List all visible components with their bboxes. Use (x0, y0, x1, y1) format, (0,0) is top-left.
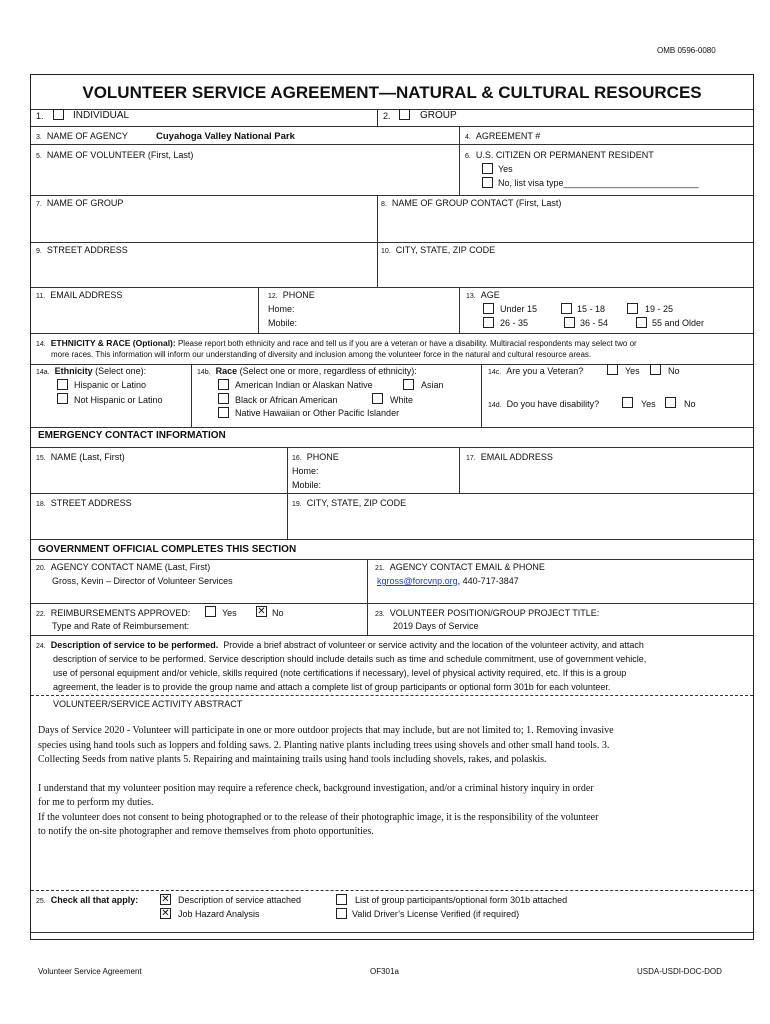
emergency-home-label: Home: (292, 466, 319, 476)
agency-contact-phone-value: , 440-717-3847 (457, 576, 519, 586)
race-black-label: Black or African American (235, 395, 338, 405)
field-25-number: 25. (36, 898, 46, 905)
job-hazard-checkbox-checked[interactable]: ✕ (161, 908, 170, 919)
emergency-email-label: EMAIL ADDRESS (480, 452, 553, 462)
city-label: CITY, STATE, ZIP CODE (395, 245, 496, 255)
check-all-label: Check all that apply: (50, 895, 139, 905)
description-title: Description of service to be performed. (50, 640, 219, 650)
race-american-indian-checkbox[interactable] (218, 379, 229, 390)
phone-label: PHONE (282, 290, 315, 300)
field-18-number: 18. (36, 501, 46, 508)
reimbursements-no-label: No (272, 608, 284, 618)
form-title: VOLUNTEER SERVICE AGREEMENT—NATURAL & CULTURAL RESOURCES (82, 83, 702, 102)
field-10-number: 10. (381, 248, 391, 255)
agreement-label: AGREEMENT # (475, 131, 541, 141)
citizen-no-label: No, list visa type___________________________ (498, 178, 699, 188)
field-22-number: 22. (36, 611, 46, 618)
field-23-number: 23. (375, 611, 385, 618)
group-label: GROUP (420, 110, 457, 121)
field-1-number: 1. (36, 111, 44, 121)
field-14d-number: 14d. (488, 402, 502, 409)
volunteer-name-label: NAME OF VOLUNTEER (First, Last) (46, 150, 194, 160)
footer-center: OF301a (370, 967, 399, 976)
ethnicity-label: Ethnicity (54, 366, 93, 376)
age-under15-label: Under 15 (500, 304, 538, 314)
reimbursements-yes-checkbox[interactable] (205, 606, 216, 617)
age-label: AGE (480, 290, 500, 300)
field-4-number: 4. (465, 134, 471, 141)
race-black-checkbox[interactable] (218, 393, 229, 404)
description-line4: agreement, the leader is to provide the group name and attach a complete list of group participants or optional form 301b for each volunteer. (53, 682, 611, 692)
field-21-number: 21. (375, 565, 385, 572)
group-list-checkbox[interactable] (336, 894, 347, 905)
field-3-number: 3. (36, 134, 42, 141)
job-hazard-label: Job Hazard Analysis (178, 909, 260, 919)
age-19-25-label: 19 - 25 (645, 304, 674, 314)
footer-left: Volunteer Service Agreement (38, 967, 142, 976)
background-check-line1: I understand that my volunteer position may require a reference check, background investigation, and/or a criminal history inquiry in order (38, 782, 594, 794)
field-15-number: 15. (36, 455, 46, 462)
race-pacific-islander-label: Native Hawaiian or Other Pacific Islander (235, 408, 400, 418)
emergency-street-label: STREET ADDRESS (50, 498, 132, 508)
group-checkbox[interactable] (399, 109, 410, 120)
phone-home-label: Home: (268, 304, 295, 314)
description-attached-label: Description of service attached (178, 895, 302, 905)
disability-no-label: No (684, 399, 696, 409)
age-36-54-checkbox[interactable] (564, 317, 575, 328)
emergency-mobile-label: Mobile: (292, 480, 322, 490)
age-26-35-checkbox[interactable] (483, 317, 494, 328)
race-white-checkbox[interactable] (372, 393, 383, 404)
not-hispanic-label: Not Hispanic or Latino (74, 395, 163, 405)
field-17-number: 17. (466, 455, 476, 462)
hispanic-checkbox[interactable] (57, 379, 68, 390)
field-14b-number: 14b. (197, 369, 211, 376)
position-title-value[interactable]: 2019 Days of Service (393, 621, 479, 631)
ethnicity-intro-line1: Please report both ethnicity and race and tell us if you are a veteran or have a disability. Multiracial respondents may select two or (177, 339, 637, 348)
field-19-number: 19. (292, 501, 302, 508)
citizen-yes-label: Yes (498, 164, 513, 174)
race-select-note: (Select one or more, regardless of ethnicity): (239, 366, 417, 376)
field-11-number: 11. (36, 293, 46, 300)
reimbursements-no-checkbox-checked[interactable]: ✕ (257, 606, 266, 617)
emergency-phone-label: PHONE (306, 452, 339, 462)
description-line2: description of service to be performed. Service description should include details such as time and schedule commitment, use of government vehicle, (53, 654, 647, 664)
field-6-number: 6. (465, 153, 471, 160)
group-name-label: NAME OF GROUP (46, 198, 124, 208)
disability-yes-checkbox[interactable] (622, 397, 633, 408)
agency-contact-email-link[interactable]: kgross@forcvnp.org (377, 576, 458, 586)
veteran-question: Are you a Veteran? (506, 366, 584, 376)
race-american-indian-label: American Indian or Alaskan Native (235, 380, 373, 390)
emergency-city-label: CITY, STATE, ZIP CODE (306, 498, 407, 508)
description-attached-checkbox-checked[interactable]: ✕ (161, 894, 170, 905)
age-under15-checkbox[interactable] (483, 303, 494, 314)
agency-contact-name-value[interactable]: Gross, Kevin – Director of Volunteer Services (52, 576, 233, 586)
field-14c-number: 14c. (488, 369, 502, 376)
field-13-number: 13. (466, 293, 476, 300)
reimbursements-label: REIMBURSEMENTS APPROVED: (50, 608, 191, 618)
veteran-yes-checkbox[interactable] (607, 364, 618, 375)
citizen-yes-checkbox[interactable] (482, 163, 493, 174)
disability-question: Do you have disability? (506, 399, 600, 409)
ethnicity-intro-line2: more races. This information will inform our understanding of diversity and inclusion among the volunteer force in the natural and cultural resource areas. (51, 350, 592, 359)
veteran-yes-label: Yes (625, 366, 640, 376)
hispanic-label: Hispanic or Latino (74, 380, 147, 390)
field-24-number: 24. (36, 643, 46, 650)
age-19-25-checkbox[interactable] (627, 303, 638, 314)
field-5-number: 5. (36, 153, 42, 160)
description-line1: Provide a brief abstract of volunteer or service activity and the location of the volunteer activity, and attach (223, 640, 644, 650)
emergency-name-label: NAME (Last, First) (50, 452, 125, 462)
omb-number: OMB 0596-0080 (657, 46, 716, 55)
agency-value[interactable]: Cuyahoga Valley National Park (156, 131, 295, 142)
background-check-line2: for me to perform my duties. (38, 797, 154, 808)
race-pacific-islander-checkbox[interactable] (218, 407, 229, 418)
field-7-number: 7. (36, 201, 42, 208)
field-2-number: 2. (383, 111, 391, 121)
race-asian-label: Asian (421, 380, 444, 390)
age-15-18-checkbox[interactable] (561, 303, 572, 314)
age-55-older-label: 55 and Older (652, 318, 705, 328)
field-14a-number: 14a. (36, 369, 50, 376)
group-contact-label: NAME OF GROUP CONTACT (First, Last) (391, 198, 562, 208)
abstract-line2: species using hand tools such as loppers and folding saws. 2. Planting native plants including trees using shovels and other small hand tools. 3. (38, 739, 610, 751)
age-26-35-label: 26 - 35 (500, 318, 529, 328)
age-55-older-checkbox[interactable] (636, 317, 647, 328)
field-14-number: 14. (36, 341, 46, 348)
not-hispanic-checkbox[interactable] (57, 393, 68, 404)
abstract-line3: Collecting Seeds from native plants 5. Repairing and maintaining trails using hand tools including shovels, rakes, and polaskis. (38, 754, 547, 765)
citizen-label: U.S. CITIZEN OR PERMANENT RESIDENT (475, 150, 654, 160)
drivers-license-checkbox[interactable] (336, 908, 347, 919)
reimbursements-yes-label: Yes (222, 608, 237, 618)
description-line3: use of personal equipment and/or vehicle, skills required (note certifications if necessary), level of physical activity required, etc. If this is a group (53, 668, 627, 678)
race-white-label: White (390, 395, 414, 405)
photo-consent-line2: to notify the on-site photographer and remove themselves from photo opportunities. (38, 826, 374, 837)
group-list-label: List of group participants/optional form 301b attached (355, 895, 568, 905)
abstract-line1: Days of Service 2020 - Volunteer will participate in one or more outdoor projects that may include, but are not limited to; 1. Removing invasive (38, 725, 614, 736)
age-15-18-label: 15 - 18 (577, 304, 606, 314)
ethnicity-race-title: ETHNICITY & RACE (Optional): (50, 338, 176, 348)
field-20-number: 20. (36, 565, 46, 572)
veteran-no-checkbox[interactable] (650, 364, 661, 375)
disability-no-checkbox[interactable] (665, 397, 676, 408)
citizen-no-checkbox[interactable] (482, 177, 493, 188)
government-section-header: GOVERNMENT OFFICIAL COMPLETES THIS SECTION (38, 544, 297, 555)
field-12-number: 12. (268, 293, 278, 300)
ethnicity-select-note: (Select one): (95, 366, 147, 376)
age-36-54-label: 36 - 54 (580, 318, 609, 328)
race-label: Race (215, 366, 238, 376)
individual-checkbox[interactable] (53, 109, 64, 120)
individual-label: INDIVIDUAL (73, 110, 130, 121)
agency-contact-email-label: AGENCY CONTACT EMAIL & PHONE (389, 562, 545, 572)
street-label: STREET ADDRESS (46, 245, 128, 255)
reimbursement-type-label: Type and Rate of Reimbursement: (52, 621, 190, 631)
field-16-number: 16. (292, 455, 302, 462)
race-asian-checkbox[interactable] (403, 379, 414, 390)
field-9-number: 9. (36, 248, 42, 255)
service-abstract[interactable] (38, 724, 750, 840)
agency-contact-name-label: AGENCY CONTACT NAME (Last, First) (50, 562, 211, 572)
disability-yes-label: Yes (641, 399, 656, 409)
emergency-contact-header: EMERGENCY CONTACT INFORMATION (38, 430, 226, 441)
drivers-license-label: Valid Driver’s License Verified (if required) (352, 909, 520, 919)
email-label: EMAIL ADDRESS (50, 290, 123, 300)
agency-label: NAME OF AGENCY (46, 131, 128, 141)
veteran-no-label: No (668, 366, 680, 376)
field-8-number: 8. (381, 201, 387, 208)
position-title-label: VOLUNTEER POSITION/GROUP PROJECT TITLE: (389, 608, 600, 618)
abstract-label: VOLUNTEER/SERVICE ACTIVITY ABSTRACT (53, 699, 243, 709)
footer-right: USDA-USDI-DOC-DOD (637, 967, 722, 976)
photo-consent-line1: If the volunteer does not consent to being photographed or to the release of their photographic image, it is the responsibility of the volunteer (38, 811, 599, 823)
phone-mobile-label: Mobile: (268, 318, 298, 328)
